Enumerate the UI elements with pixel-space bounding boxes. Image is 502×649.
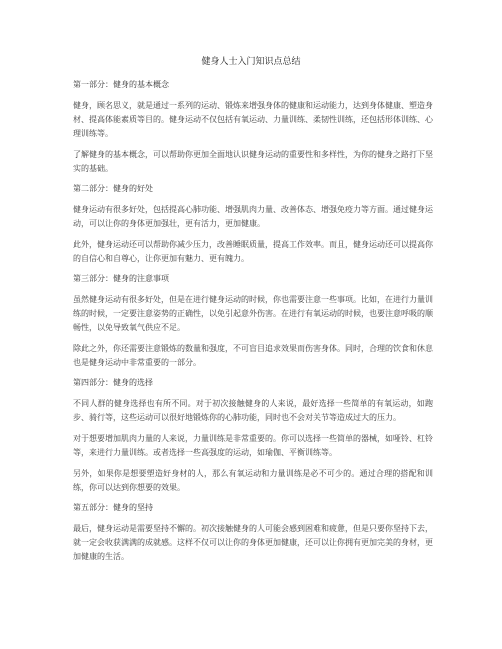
section-heading: 第四部分：健身的选择: [73, 378, 153, 387]
section-heading: 第二部分：健身的好处: [73, 184, 153, 193]
section-5: [73, 502, 433, 564]
document-body: [73, 79, 433, 571]
paragraph: 虽然健身运动有很多好处，但是在进行健身运动的时候，你也需要注意一些事项。比如，在进行力量训练的时候，一定要注意姿势的正确性，以免引起意外伤害。在进行有氧运动的时候，也要注意呼吸的顺畅性，以免导致氧气供应不足。: [73, 295, 433, 332]
document-title: 健身人士入门知识点总结: [201, 57, 301, 67]
section-2: [73, 183, 433, 266]
paragraph: 了解健身的基本概念，可以帮助你更加全面地认识健身运动的重要性和多样性，为你的健身之路打下坚实的基础。: [73, 150, 433, 173]
paragraph: 对于想要增加肌肉力量的人来说，力量训练是非常重要的。你可以选择一些简单的器械，如哑铃、杠铃等，来进行力量训练。或者选择一些高强度的运动，如瑜伽、平衡训练等。: [73, 434, 433, 457]
paragraph: 此外，健身运动还可以帮助你减少压力，改善睡眠质量，提高工作效率。而且，健身运动还可以提高你的自信心和自尊心，让你更加有魅力、更有魄力。: [73, 240, 433, 263]
section-heading: 第一部分：健身的基本概念: [73, 80, 169, 89]
section-3: [73, 273, 433, 370]
paragraph: 不同人群的健身选择也有所不同。对于初次接触健身的人来说，最好选择一些简单的有氧运动，如跑步、骑行等，这些运动可以很好地锻炼你的心肺功能，同时也不会对关节等造成过大的压力。: [73, 399, 433, 422]
section-heading: 第三部分：健身的注意事项: [73, 274, 169, 283]
paragraph: 最后，健身运动是需要坚持不懈的。初次接触健身的人可能会感到困难和疲惫，但是只要你坚持下去，就一定会收获满满的成就感。这样不仅可以让你的身体更加健康，还可以让你拥有更加完美的身材，更加健康的生活。: [73, 524, 433, 561]
paragraph: 健身，顾名思义，就是通过一系列的运动、锻炼来增强身体的健康和运动能力，达到身体健康、塑造身材、提高体能素质等目的。健身运动不仅包括有氧运动、力量训练、柔韧性训练，还包括形体训练、心理训练等。: [73, 101, 433, 138]
section-4: [73, 377, 433, 495]
paragraph: 健身运动有很多好处，包括提高心肺功能、增强肌肉力量、改善体态、增强免疫力等方面。通过健身运动，可以让你的身体更加强壮，更有活力，更加健康。: [73, 205, 433, 228]
paragraph: 另外，如果你是想要塑造好身材的人，那么有氧运动和力量训练是必不可少的。通过合理的搭配和训练，你可以达到你想要的效果。: [73, 469, 433, 492]
paragraph: 除此之外，你还需要注意锻炼的数量和强度，不可盲目追求效果而伤害身体。同时，合理的饮食和休息也是健身运动中非常重要的一部分。: [73, 344, 433, 367]
section-heading: 第五部分：健身的坚持: [73, 503, 153, 512]
section-1: [73, 79, 433, 176]
